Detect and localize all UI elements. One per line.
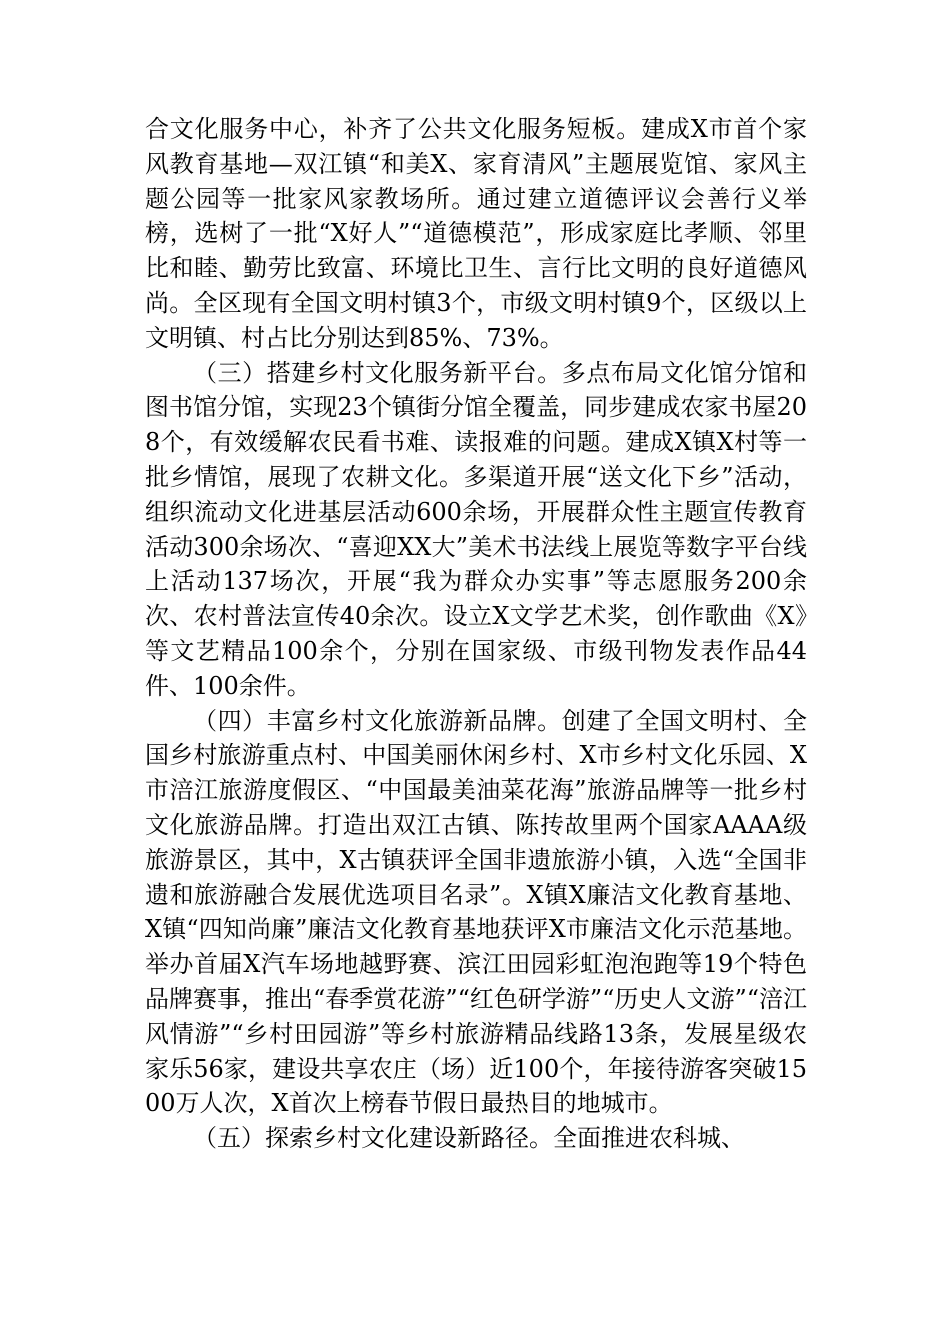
paragraph-section-four: （四）丰富乡村文化旅游新品牌。创建了全国文明村、全国乡村旅游重点村、中国美丽休闲乡村、X市乡村文化乐园、X市涪江旅游度假区、“中国最美油菜花海”旅游品牌等一批乡村文化旅游品牌。打造出双江古镇、陈抟故里两个国家AAAA级旅游景区，其中，X古镇获评全国非遗旅游小镇，入选“全国非遗和旅游融合发展优选项目名录”。X镇X廉洁文化教育基地、X镇“四知尚廉”廉洁文化教育基地获评X市廉洁文化示范基地。举办首届X汽车场地越野赛、滨江田园彩虹泡泡跑等19个特色品牌赛事，推出“春季赏花游”“红色研学游”“历史人文游”“涪江风情游”“乡村田园游”等乡村旅游精品线路13条，发展星级农家乐56家，建设共享农庄（场）近100个，年接待游客突破1500万人次，X首次上榜春节假日最热目的地城市。: [145, 706, 807, 1118]
document-body: [145, 112, 807, 1156]
paragraph-section-five: （五）探索乡村文化建设新路径。全面推进农科城、: [193, 1124, 745, 1153]
paragraph-continuation: 合文化服务中心，补齐了公共文化服务短板。建成X市首个家风教育基地—双江镇“和美X、家育清风”主题展览馆、家风主题公园等一批家风家教场所。通过建立道德评议会善行义举榜，选树了一批“X好人”“道德模范”，形成家庭比孝顺、邻里比和睦、勤劳比致富、环境比卫生、言行比文明的良好道德风尚。全区现有全国文明村镇3个，市级文明村镇9个，区级以上文明镇、村占比分别达到85%、73%。: [145, 115, 807, 352]
paragraph-section-three: （三）搭建乡村文化服务新平台。多点布局文化馆分馆和图书馆分馆，实现23个镇街分馆全覆盖，同步建成农家书屋208个，有效缓解农民看书难、读报难的问题。建成X镇X村等一批乡情馆，展现了农耕文化。多渠道开展“送文化下乡”活动，组织流动文化进基层活动600余场，开展群众性主题宣传教育活动300余场次、“喜迎XX大”美术书法线上展览等数字平台线上活动137场次，开展“我为群众办实事”等志愿服务200余次、农村普法宣传40余次。设立X文学艺术奖，创作歌曲《X》等文艺精品100余个，分别在国家级、市级刊物发表作品44件、100余件。: [145, 358, 807, 700]
